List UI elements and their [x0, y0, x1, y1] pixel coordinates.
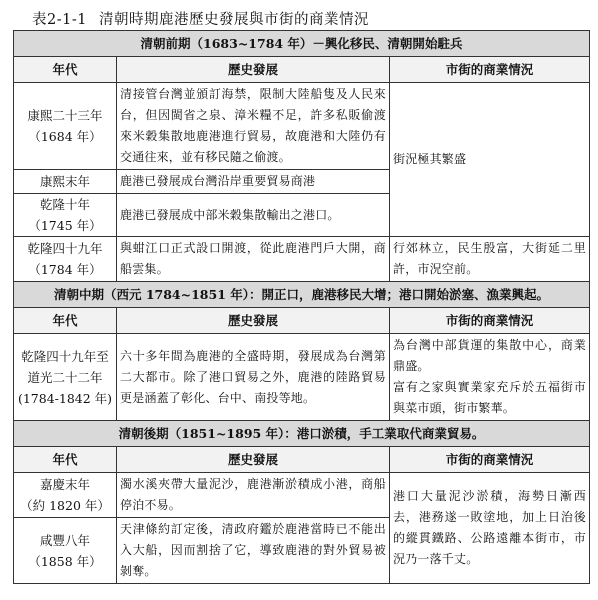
business-cell: 為台灣中部貨運的集散中心，商業鼎盛。 富有之家與實業家充斥於五福街市與菜市頭，街市繁華。 [390, 334, 590, 421]
period-title-early: 清朝前期（1683~1784 年）－興化移民、清朝開始駐兵 [14, 31, 590, 57]
header-history: 歷史發展 [117, 447, 390, 473]
year-cell: 乾隆四十九年 （1784 年） [14, 237, 117, 282]
header-row [14, 57, 590, 83]
business-cell: 行郊林立，民生殷富，大街延二里許，市況空前。 [390, 237, 590, 282]
header-business: 市街的商業情況 [390, 57, 590, 83]
header-year: 年代 [14, 57, 117, 83]
header-year: 年代 [14, 308, 117, 334]
history-cell: 與蚶江口正式設口開渡，從此鹿港門戶大開，商船雲集。 [117, 237, 390, 282]
history-table [13, 30, 590, 584]
table-row [14, 237, 590, 282]
history-cell: 六十多年間為鹿港的全盛時期，發展成為台灣第二大都市。除了港口貿易之外，鹿港的陸路貿易更是涵蓋了彰化、台中、南投等地。 [117, 334, 390, 421]
year-cell: 乾隆十年 （1745 年） [14, 194, 117, 237]
header-business: 市街的商業情況 [390, 308, 590, 334]
business-cell: 街況極其繁盛 [390, 83, 590, 237]
table-row [14, 83, 590, 170]
history-cell: 鹿港已發展成台灣沿岸重要貿易商港 [117, 170, 390, 194]
caption-number: 表2-1-1 [32, 12, 87, 28]
year-cell: 康熙二十三年 （1684 年） [14, 83, 117, 170]
period-title-late: 清朝後期（1851~1895 年）：港口淤積，手工業取代商業貿易。 [14, 421, 590, 447]
period-row-late [14, 421, 590, 447]
table-caption [32, 8, 369, 29]
history-cell: 天津條約訂定後，清政府鑑於鹿港當時已不能出入大船，因而割捨了它，導致鹿港的對外貿易被剝奪。 [117, 518, 390, 584]
header-history: 歷史發展 [117, 57, 390, 83]
business-cell: 港口大量泥沙淤積，海勢日漸西去，港務遂一敗塗地，加上日治後的縱貫鐵路、公路遠離本街市，市況乃一落千丈。 [390, 473, 590, 584]
header-history: 歷史發展 [117, 308, 390, 334]
caption-title: 清朝時期鹿港歷史發展與市街的商業情況 [98, 12, 369, 28]
header-row [14, 447, 590, 473]
period-title-middle: 清朝中期（西元 1784~1851 年）：開正口，鹿港移民大增；港口開始淤塞、漁業興起。 [14, 282, 590, 308]
header-row [14, 308, 590, 334]
period-row-middle [14, 282, 590, 308]
table-row [14, 473, 590, 518]
history-cell: 鹿港已發展成中部米穀集散輸出之港口。 [117, 194, 390, 237]
year-cell: 嘉慶末年 （約 1820 年） [14, 473, 117, 518]
year-cell: 乾隆四十九年至 道光二十二年 (1784-1842 年) [14, 334, 117, 421]
history-cell: 濁水溪夾帶大量泥沙，鹿港漸淤積成小港，商船停泊不易。 [117, 473, 390, 518]
year-cell: 康熙末年 [14, 170, 117, 194]
header-year: 年代 [14, 447, 117, 473]
year-cell: 咸豐八年 （1858 年） [14, 518, 117, 584]
table-row [14, 334, 590, 421]
period-row-early [14, 31, 590, 57]
header-business: 市街的商業情況 [390, 447, 590, 473]
history-cell: 清接管台灣並頒訂海禁，限制大陸船隻及人民來台，但因閩省之泉、漳米糧不足，許多私販偷渡來米穀集散地鹿港進行貿易，故鹿港和大陸仍有交通往來，並有移民隨之偷渡。 [117, 83, 390, 170]
